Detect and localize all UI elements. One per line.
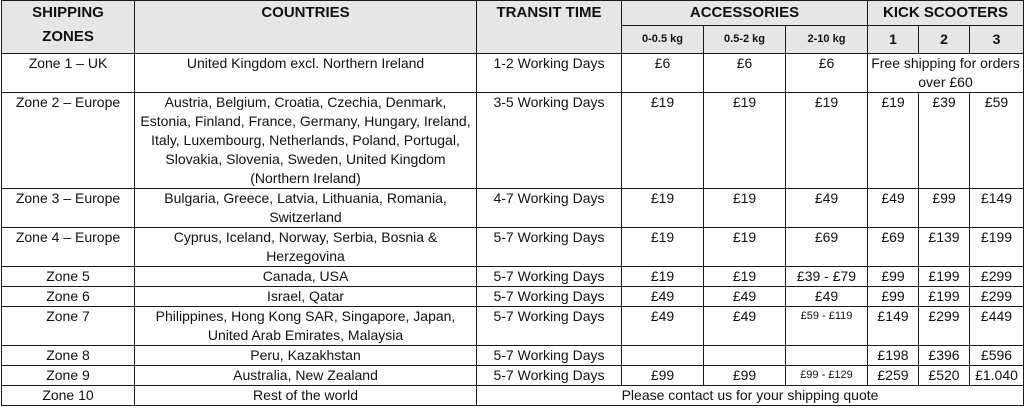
subheader-kick-scooters-3: 3 [970,26,1024,54]
accessories-2-10kg-cell: £19 [786,93,868,189]
zone-cell: Zone 9 [2,366,135,386]
kick-scooters-3-cell: £299 [970,287,1024,307]
accessories-0.5-2kg-cell [704,346,786,366]
kick-scooters-1-cell: £19 [868,93,919,189]
zone-cell: Zone 10 [2,386,135,406]
kick-scooters-2-cell: £199 [919,287,970,307]
transit-cell: 5-7 Working Days [477,346,622,366]
header-transit-time: TRANSIT TIME [477,1,622,54]
accessories-2-10kg-cell: £6 [786,54,868,93]
accessories-0-0.5kg-cell: £99 [622,366,704,386]
accessories-2-10kg-cell: £39 - £79 [786,267,868,287]
header-row [2,1,1024,26]
kick-scooters-3-cell: £199 [970,228,1024,267]
kick-scooters-2-cell: £299 [919,307,970,346]
table-row [2,366,1024,386]
table-row [2,287,1024,307]
transit-cell: 5-7 Working Days [477,228,622,267]
kick-scooters-note-cell: Free shipping for orders over £60 [868,54,1024,93]
zone-cell: Zone 8 [2,346,135,366]
countries-cell: Austria, Belgium, Croatia, Czechia, Denmark, Estonia, Finland, France, Germany, Hungary, Ireland, Italy, Luxembourg, Netherlands, Poland, Portugal, Slovakia, Slovenia, Sweden, United Kingdom (Northern Ireland) [135,93,477,189]
table-row [2,54,1024,93]
accessories-0.5-2kg-cell: £6 [704,54,786,93]
subheader-accessories-0.5-2kg: 0.5-2 kg [704,26,786,54]
countries-cell: Canada, USA [135,267,477,287]
kick-scooters-1-cell: £99 [868,287,919,307]
kick-scooters-1-cell: £99 [868,267,919,287]
kick-scooters-2-cell: £39 [919,93,970,189]
kick-scooters-2-cell: £139 [919,228,970,267]
kick-scooters-1-cell: £198 [868,346,919,366]
countries-cell: Philippines, Hong Kong SAR, Singapore, Japan, United Arab Emirates, Malaysia [135,307,477,346]
accessories-0.5-2kg-cell: £19 [704,228,786,267]
accessories-2-10kg-cell: £49 [786,189,868,228]
zone-cell: Zone 1 – UK [2,54,135,93]
kick-scooters-1-cell: £49 [868,189,919,228]
table-row [2,93,1024,189]
kick-scooters-3-cell: £449 [970,307,1024,346]
subheader-kick-scooters-1: 1 [868,26,919,54]
table-row [2,346,1024,366]
zone-cell: Zone 4 – Europe [2,228,135,267]
table-row [2,307,1024,346]
countries-cell: Cyprus, Iceland, Norway, Serbia, Bosnia & Herzegovina [135,228,477,267]
accessories-0-0.5kg-cell: £6 [622,54,704,93]
countries-cell: United Kingdom excl. Northern Ireland [135,54,477,93]
zone-cell: Zone 2 – Europe [2,93,135,189]
accessories-0-0.5kg-cell [622,346,704,366]
kick-scooters-2-cell: £520 [919,366,970,386]
transit-cell: 3-5 Working Days [477,93,622,189]
kick-scooters-1-cell: £149 [868,307,919,346]
accessories-0-0.5kg-cell: £19 [622,93,704,189]
accessories-0.5-2kg-cell: £19 [704,189,786,228]
transit-cell: 5-7 Working Days [477,267,622,287]
accessories-0-0.5kg-cell: £49 [622,287,704,307]
accessories-0.5-2kg-cell: £99 [704,366,786,386]
table-row [2,267,1024,287]
header-kick-scooters: KICK SCOOTERS [868,1,1024,26]
zone-cell: Zone 5 [2,267,135,287]
accessories-0.5-2kg-cell: £49 [704,307,786,346]
accessories-2-10kg-cell: £49 [786,287,868,307]
accessories-2-10kg-cell: £99 - £129 [786,366,868,386]
kick-scooters-3-cell: £596 [970,346,1024,366]
accessories-2-10kg-cell [786,346,868,366]
kick-scooters-3-cell: £59 [970,93,1024,189]
kick-scooters-3-cell: £149 [970,189,1024,228]
zone-cell: Zone 6 [2,287,135,307]
kick-scooters-1-cell: £69 [868,228,919,267]
transit-cell: 1-2 Working Days [477,54,622,93]
countries-cell: Australia, New Zealand [135,366,477,386]
accessories-0-0.5kg-cell: £19 [622,189,704,228]
transit-cell: 4-7 Working Days [477,189,622,228]
accessories-0-0.5kg-cell: £19 [622,267,704,287]
kick-scooters-1-cell: £259 [868,366,919,386]
accessories-0-0.5kg-cell: £19 [622,228,704,267]
kick-scooters-2-cell: £396 [919,346,970,366]
countries-cell: Bulgaria, Greece, Latvia, Lithuania, Romania, Switzerland [135,189,477,228]
countries-cell: Peru, Kazakhstan [135,346,477,366]
transit-cell: 5-7 Working Days [477,366,622,386]
zone-cell: Zone 7 [2,307,135,346]
subheader-accessories-0-0.5kg: 0-0.5 kg [622,26,704,54]
table-row [2,228,1024,267]
zone-cell: Zone 3 – Europe [2,189,135,228]
countries-cell: Rest of the world [135,386,477,406]
transit-cell: 5-7 Working Days [477,307,622,346]
table-row [2,386,1024,406]
accessories-2-10kg-cell: £69 [786,228,868,267]
accessories-0.5-2kg-cell: £19 [704,93,786,189]
header-shipping-zones: SHIPPING ZONES [2,1,135,54]
transit-cell: 5-7 Working Days [477,287,622,307]
kick-scooters-3-cell: £1.040 [970,366,1024,386]
shipping-rates-table [1,0,1024,406]
kick-scooters-2-cell: £99 [919,189,970,228]
shipping-quote-cell: Please contact us for your shipping quote [477,386,1024,406]
kick-scooters-3-cell: £299 [970,267,1024,287]
subheader-kick-scooters-2: 2 [919,26,970,54]
accessories-0-0.5kg-cell: £49 [622,307,704,346]
header-accessories: ACCESSORIES [622,1,868,26]
accessories-2-10kg-cell: £59 - £119 [786,307,868,346]
subheader-accessories-2-10kg: 2-10 kg [786,26,868,54]
accessories-0.5-2kg-cell: £49 [704,287,786,307]
kick-scooters-2-cell: £199 [919,267,970,287]
countries-cell: Israel, Qatar [135,287,477,307]
table-row [2,189,1024,228]
header-countries: COUNTRIES [135,1,477,54]
accessories-0.5-2kg-cell: £19 [704,267,786,287]
